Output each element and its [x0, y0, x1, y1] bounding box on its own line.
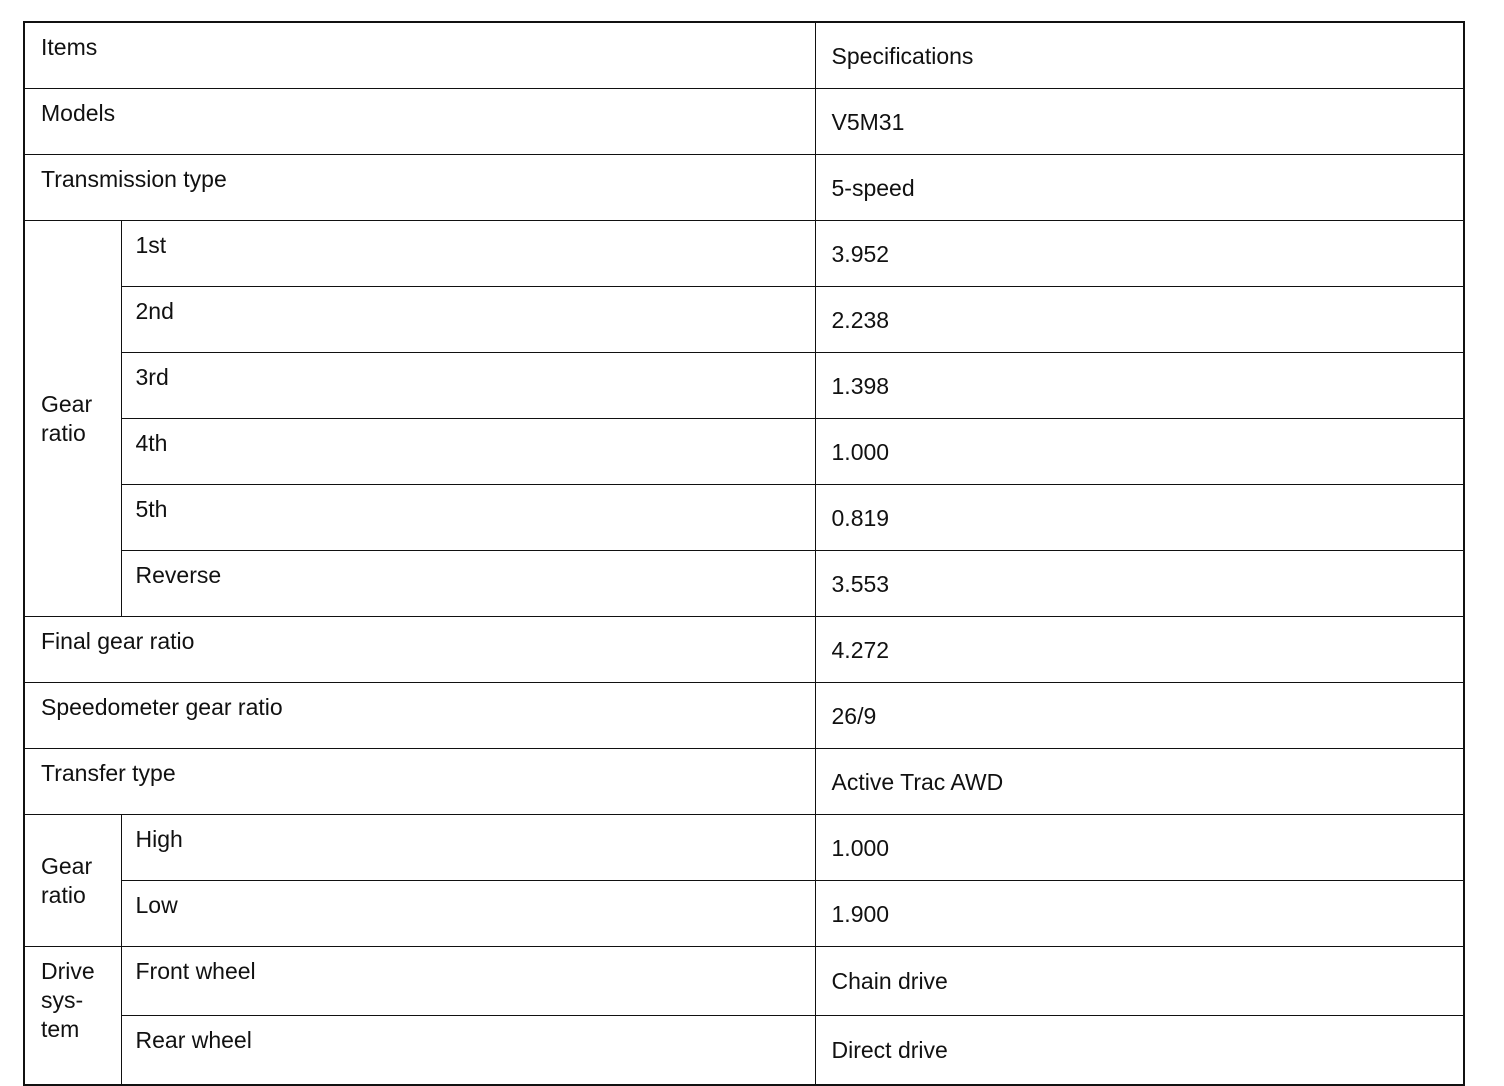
- transfer-gear-ratio-group-label: [24, 815, 121, 947]
- table-row-final-gear-ratio: [24, 617, 1464, 683]
- table-row-gear-1st: [24, 221, 1464, 287]
- gear-5th-label: 5th: [121, 485, 815, 551]
- speedometer-gear-ratio-label: Speedometer gear ratio: [24, 683, 815, 749]
- transfer-gear-group-line2: ratio: [41, 881, 86, 908]
- models-label: Models: [24, 89, 815, 155]
- table-row-transmission-type: [24, 155, 1464, 221]
- gear-3rd-label: 3rd: [121, 353, 815, 419]
- table-row-rear-wheel: [24, 1016, 1464, 1086]
- transfer-type-label: Transfer type: [24, 749, 815, 815]
- drive-system-group-label: [24, 947, 121, 1086]
- transmission-type-label: Transmission type: [24, 155, 815, 221]
- speedometer-gear-ratio-value: 26/9: [815, 683, 1464, 749]
- table-row-transfer-type: [24, 749, 1464, 815]
- table-header-row: [24, 22, 1464, 89]
- rear-wheel-value: Direct drive: [815, 1016, 1464, 1086]
- gear-3rd-value: 1.398: [815, 353, 1464, 419]
- table-row-transfer-high: [24, 815, 1464, 881]
- specifications-table: [23, 21, 1465, 1086]
- gear-ratio-group-line2: ratio: [41, 419, 86, 446]
- header-specifications: Specifications: [815, 22, 1464, 89]
- gear-ratio-group-line1: Gear: [41, 390, 93, 417]
- drive-system-line3: tem: [41, 1016, 80, 1042]
- gear-2nd-label: 2nd: [121, 287, 815, 353]
- models-value: V5M31: [815, 89, 1464, 155]
- front-wheel-label: Front wheel: [121, 947, 815, 1016]
- transmission-type-value: 5-speed: [815, 155, 1464, 221]
- transfer-high-label: High: [121, 815, 815, 881]
- table-row-gear-4th: [24, 419, 1464, 485]
- gear-5th-value: 0.819: [815, 485, 1464, 551]
- transfer-type-value: Active Trac AWD: [815, 749, 1464, 815]
- rear-wheel-label: Rear wheel: [121, 1016, 815, 1086]
- transfer-gear-group-line1: Gear: [41, 852, 93, 879]
- gear-reverse-value: 3.553: [815, 551, 1464, 617]
- gear-1st-value: 3.952: [815, 221, 1464, 287]
- table-row-transfer-low: [24, 881, 1464, 947]
- gear-4th-value: 1.000: [815, 419, 1464, 485]
- header-items: Items: [24, 22, 815, 89]
- table-row-models: [24, 89, 1464, 155]
- gear-ratio-group-label: [24, 221, 121, 617]
- gear-2nd-value: 2.238: [815, 287, 1464, 353]
- front-wheel-value: Chain drive: [815, 947, 1464, 1016]
- table-row-gear-reverse: [24, 551, 1464, 617]
- final-gear-ratio-value: 4.272: [815, 617, 1464, 683]
- table-row-gear-5th: [24, 485, 1464, 551]
- table-row-front-wheel: [24, 947, 1464, 1016]
- transfer-high-value: 1.000: [815, 815, 1464, 881]
- transfer-low-label: Low: [121, 881, 815, 947]
- table-row-speedometer-gear-ratio: [24, 683, 1464, 749]
- drive-system-line2: sys-: [41, 987, 84, 1013]
- table-row-gear-3rd: [24, 353, 1464, 419]
- gear-reverse-label: Reverse: [121, 551, 815, 617]
- drive-system-line1: Drive: [41, 958, 95, 984]
- final-gear-ratio-label: Final gear ratio: [24, 617, 815, 683]
- gear-1st-label: 1st: [121, 221, 815, 287]
- transfer-low-value: 1.900: [815, 881, 1464, 947]
- gear-4th-label: 4th: [121, 419, 815, 485]
- table-row-gear-2nd: [24, 287, 1464, 353]
